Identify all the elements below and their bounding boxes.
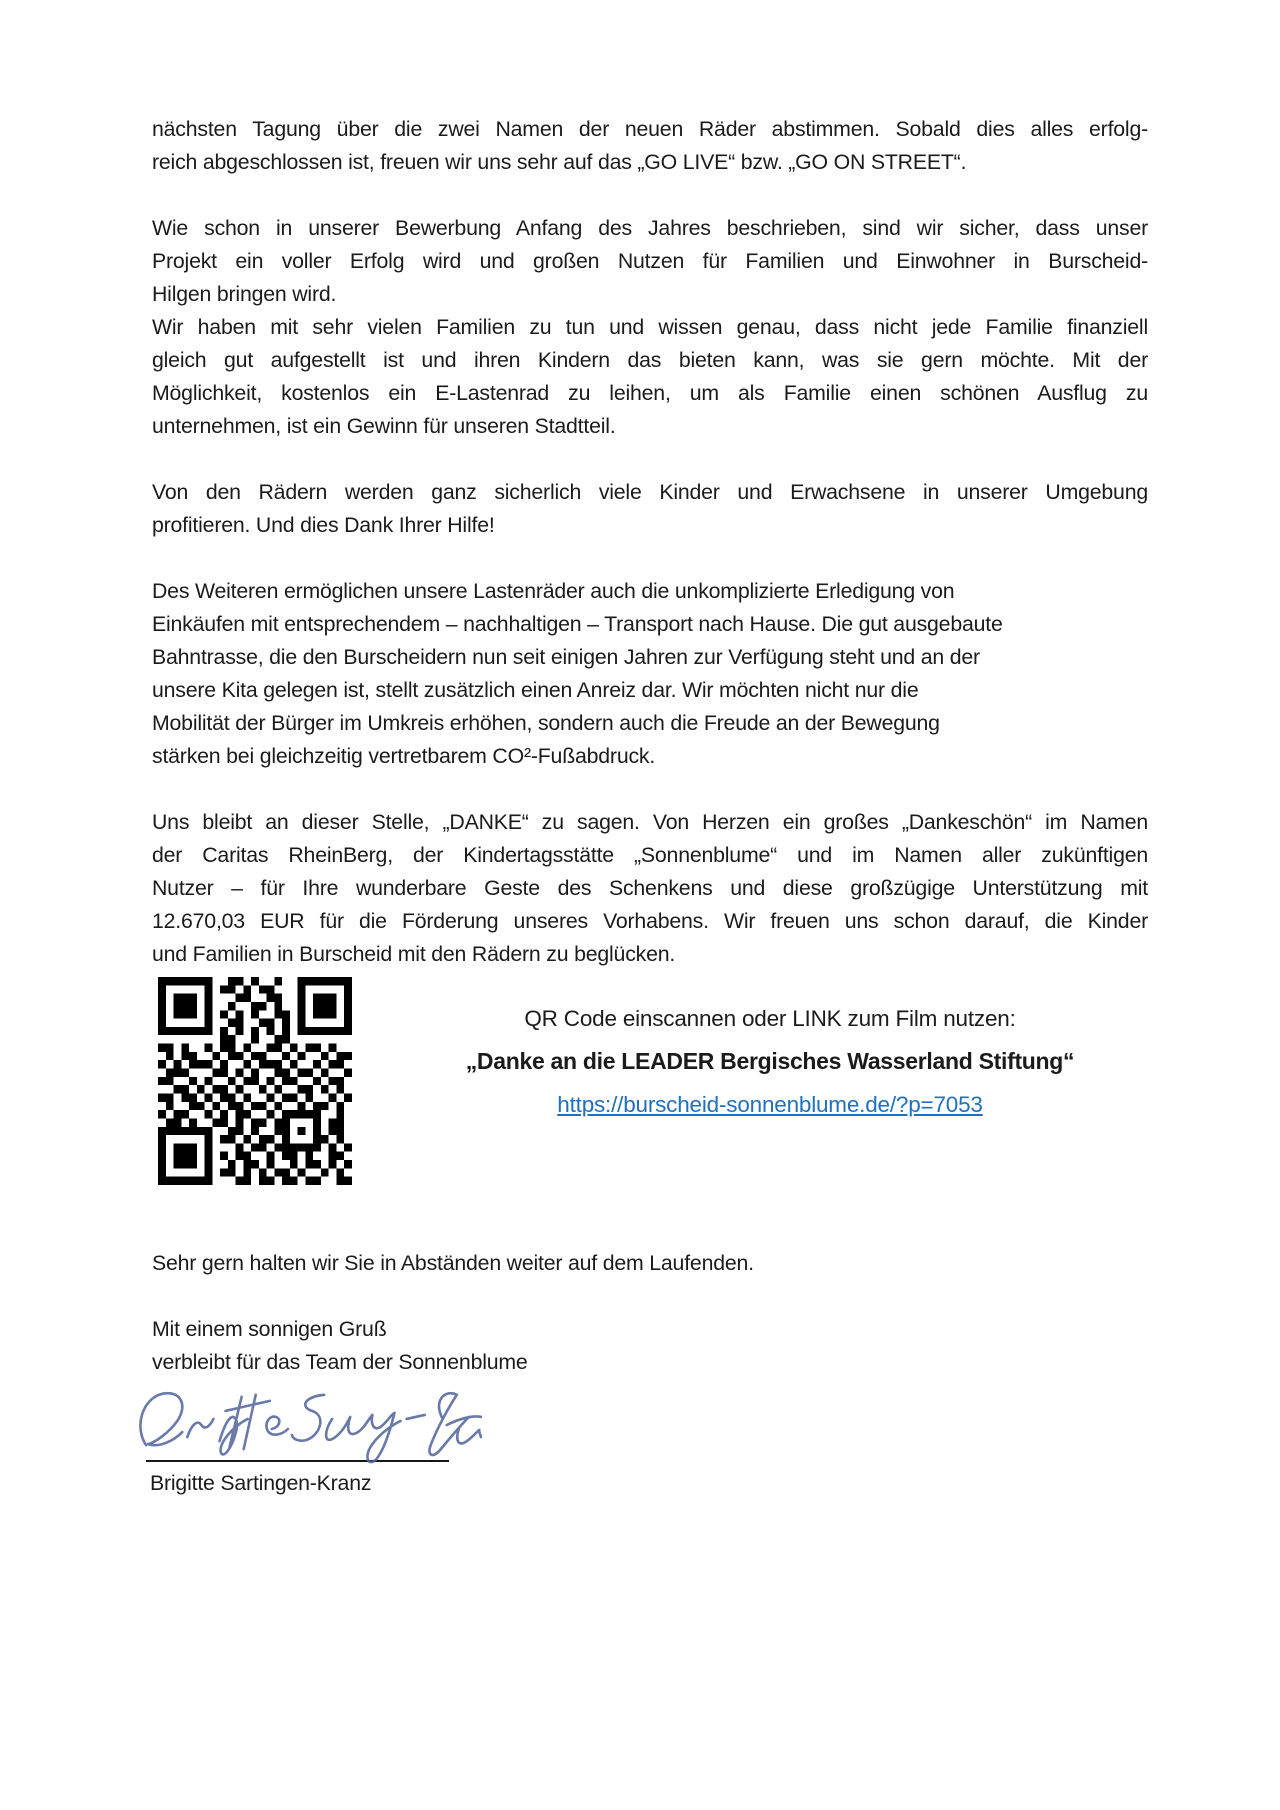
paragraph <box>152 575 1148 773</box>
qr-code <box>158 977 352 1185</box>
body-text-line: Einkäufen mit entsprechendem – nachhaltigen – Transport nach Hause. Die gut ausgebaute <box>152 612 1003 636</box>
film-link[interactable]: https://burscheid-sonnenblume.de/?p=7053 <box>557 1092 983 1117</box>
body-text-line: nächsten Tagung über die zwei Namen der neuen Räder abstimmen. Sobald dies alles erfolg- <box>152 117 1148 141</box>
body-text-line: Hilgen bringen wird. <box>152 282 337 306</box>
paragraph <box>152 476 1148 542</box>
body-text-line: gleich gut aufgestellt ist und ihren Kindern das bieten kann, was sie gern möchte. Mit der <box>152 348 1148 372</box>
body-text-line: Projekt ein voller Erfolg wird und großen Nutzen für Familien und Einwohner in Burscheid- <box>152 249 1148 273</box>
body-text-line: Mobilität der Bürger im Umkreis erhöhen, sondern auch die Freude an der Bewegung <box>152 711 940 735</box>
greeting-line-2: verbleibt für das Team der Sonnenblume <box>152 1350 528 1374</box>
qr-section <box>0 975 1280 1190</box>
body-text-line: Bahntrasse, die den Burscheidern nun seit einigen Jahren zur Verfügung steht und an der <box>152 645 980 669</box>
body-paragraphs <box>152 113 1148 1004</box>
paragraph <box>152 806 1148 971</box>
closing-block <box>152 1247 1148 1379</box>
body-text-line: Des Weiteren ermöglichen unsere Lastenräder auch die unkomplizierte Erledigung von <box>152 579 955 603</box>
body-text-line: der Caritas RheinBerg, der Kindertagsstätte „Sonnenblume“ und im Namen aller zukünftigen <box>152 843 1148 867</box>
qr-caption: QR Code einscannen oder LINK zum Film nutzen: <box>524 1006 1016 1031</box>
body-text-line: Wie schon in unserer Bewerbung Anfang des Jahres beschrieben, sind wir sicher, dass unser <box>152 216 1148 240</box>
signer-name: Brigitte Sartingen-Kranz <box>150 1471 372 1495</box>
body-text-line: und Familien in Burscheid mit den Rädern zu beglücken. <box>152 942 676 966</box>
body-text-line: Möglichkeit, kostenlos ein E-Lastenrad zu leihen, um als Familie einen schönen Ausflug zu <box>152 381 1148 405</box>
body-text-line: Nutzer – für Ihre wunderbare Geste des Schenkens und diese großzügige Unterstützung mit <box>152 876 1148 900</box>
body-text-line: Wir haben mit sehr vielen Familien zu tun und wissen genau, dass nicht jede Familie finanziell <box>152 315 1148 339</box>
body-text-line: reich abgeschlossen ist, freuen wir uns sehr auf das „GO LIVE“ bzw. „GO ON STREET“. <box>152 150 967 174</box>
body-text-line: unternehmen, ist ein Gewinn für unseren Stadtteil. <box>152 414 616 438</box>
body-text-line: 12.670,03 EUR für die Förderung unseres Vorhabens. Wir freuen uns schon darauf, die Kinder <box>152 909 1148 933</box>
qr-captions <box>380 975 1160 1126</box>
greeting-line-1: Mit einem sonnigen Gruß <box>152 1317 387 1341</box>
body-text-line: profitieren. Und dies Dank Ihrer Hilfe! <box>152 513 495 537</box>
body-text-line: unsere Kita gelegen ist, stellt zusätzlich einen Anreiz dar. Wir möchten nicht nur die <box>152 678 919 702</box>
body-text-line: stärken bei gleichzeitig vertretbarem CO²-Fußabdruck. <box>152 744 656 768</box>
paragraph <box>152 212 1148 311</box>
paragraph <box>152 311 1148 443</box>
signature <box>130 1386 482 1468</box>
paragraph <box>152 113 1148 179</box>
closing-line: Sehr gern halten wir Sie in Abständen weiter auf dem Laufenden. <box>152 1251 754 1275</box>
qr-caption-bold: „Danke an die LEADER Bergisches Wasserland Stiftung“ <box>465 1048 1075 1074</box>
body-text-line: Uns bleibt an dieser Stelle, „DANKE“ zu sagen. Von Herzen ein großes „Dankeschön“ im Namen <box>152 810 1148 834</box>
body-text-line: Von den Rädern werden ganz sicherlich viele Kinder und Erwachsene in unserer Umgebung <box>152 480 1148 504</box>
